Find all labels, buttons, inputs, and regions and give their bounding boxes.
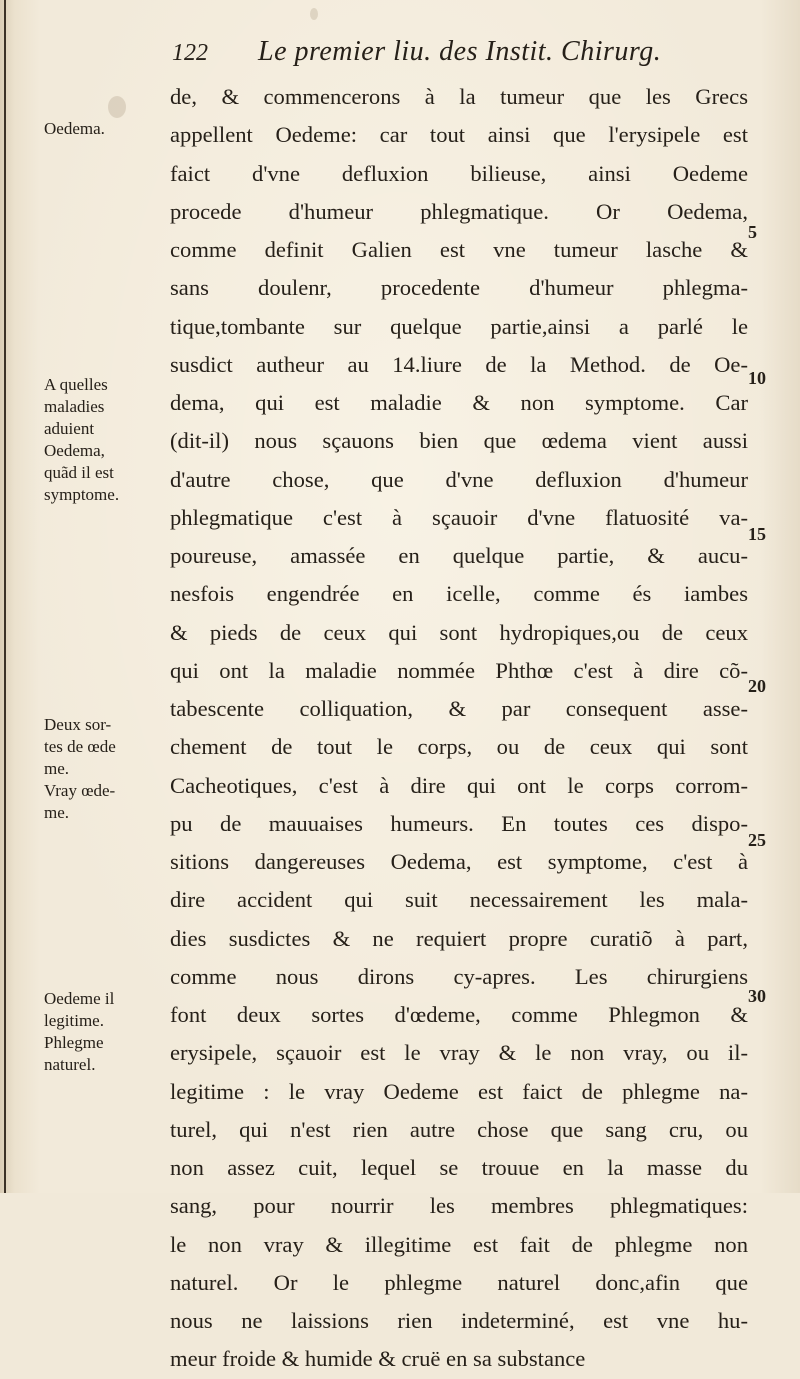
line-number: 10 <box>748 368 766 388</box>
margin-note-maladies <box>44 374 170 506</box>
line-number: 30 <box>748 986 766 1006</box>
text-line: pu de mauuaises humeurs. En toutes ces dispo- <box>170 810 748 836</box>
ink-stain <box>310 8 318 20</box>
text-line: erysipele, sçauoir est le vray & le non vray, ou il- <box>170 1040 748 1066</box>
margin-note-line: A quelles <box>44 375 108 394</box>
margin-note-line: quãd il est <box>44 463 114 482</box>
margin-note-line: me. <box>44 759 70 778</box>
text-line: dema, qui est maladie & non symptome. Car <box>170 390 748 415</box>
text-line: font deux sortes d'œdeme, comme Phlegmon & <box>170 1002 748 1027</box>
text-line: tique,tombante sur quelque partie,ainsi a parlé le <box>170 313 748 339</box>
text-line: non assez cuit, lequel se trouue en la masse du <box>170 1155 748 1180</box>
margin-note-line: me. <box>44 803 70 822</box>
text-line: sans doulenr, procedente d'humeur phlegma- <box>170 275 748 301</box>
text-line: faict d'vne defluxion bilieuse, ainsi Oedeme <box>170 160 748 186</box>
text-line: comme nous dirons cy-apres. Les chirurgiens <box>170 963 748 989</box>
margin-note-line: naturel. <box>44 1055 96 1074</box>
running-title: Le premier liu. des Instit. Chirurg. <box>258 36 662 67</box>
line-number: 5 <box>748 222 757 242</box>
text-line: (dit-il) nous sçauons bien que œdema vient aussi <box>170 428 748 454</box>
text-line: de, & commencerons à la tumeur que les Grecs <box>170 84 748 109</box>
text-line: meur froide & humide & cruë en sa substance <box>170 1346 586 1372</box>
margin-note-line: Oedema, <box>44 441 105 460</box>
line-number: 15 <box>748 524 766 544</box>
margin-note-line: tes de œde <box>44 737 116 756</box>
margin-note-line: legitime. <box>44 1011 104 1030</box>
margin-note-illegitime <box>44 988 170 1076</box>
margin-note-line: Phlegme <box>44 1033 104 1052</box>
body-text <box>170 78 748 1379</box>
page-edge-rule <box>4 0 6 1193</box>
text-line: turel, qui n'est rien autre chose que sang cru, ou <box>170 1116 748 1142</box>
margin-note-line: symptome. <box>44 485 120 504</box>
text-line: dies susdictes & ne requiert propre curatiõ à part, <box>170 925 748 951</box>
line-number: 20 <box>748 676 766 696</box>
text-line: legitime : le vray Oedeme est faict de phlegme na- <box>170 1078 748 1104</box>
text-line: dire accident qui suit necessairement les mala- <box>170 887 748 913</box>
text-line: le non vray & illegitime est fait de phlegme non <box>170 1231 748 1257</box>
text-line: d'autre chose, que d'vne defluxion d'humeur <box>170 466 748 492</box>
margin-note-line: maladies <box>44 397 105 416</box>
text-line: tabescente colliquation, & par consequent asse- <box>170 696 748 721</box>
text-line: naturel. Or le phlegme naturel donc,afin que <box>170 1269 748 1295</box>
margin-note-line: Vray œde- <box>44 781 116 800</box>
text-line: & pieds de ceux qui sont hydropiques,ou de ceux <box>170 619 748 645</box>
margin-note-line: Oedeme il <box>44 989 115 1008</box>
margin-note-line: Deux sor- <box>44 715 112 734</box>
text-line: qui ont la maladie nommée Phthœ c'est à dire cõ- <box>170 657 748 683</box>
text-line: Cacheotiques, c'est à dire qui ont le corps corrom- <box>170 772 748 798</box>
text-line: chement de tout le corps, ou de ceux qui sont <box>170 734 748 760</box>
margin-note-oedema <box>44 118 170 140</box>
text-line: poureuse, amassée en quelque partie, & aucu- <box>170 543 748 568</box>
margin-note-line: aduient <box>44 419 95 438</box>
text-line: comme definit Galien est vne tumeur lasche & <box>170 237 748 262</box>
margin-note-deux-sortes <box>44 714 170 824</box>
text-line: susdict autheur au 14.liure de la Method. de Oe- <box>170 351 748 377</box>
text-line: sitions dangereuses Oedema, est symptome, c'est à <box>170 849 748 874</box>
text-line: phlegmatique c'est à sçauoir d'vne flatuosité va- <box>170 504 748 530</box>
text-line: nesfois engendrée en icelle, comme és iambes <box>170 581 748 607</box>
text-line: appellent Oedeme: car tout ainsi que l'erysipele est <box>170 122 748 148</box>
text-line: nous ne laissions rien indeterminé, est vne hu- <box>170 1308 748 1333</box>
text-line: sang, pour nourrir les membres phlegmatiques: <box>170 1193 748 1219</box>
ink-stain <box>108 96 126 118</box>
line-number: 25 <box>748 830 766 850</box>
page-header <box>172 36 772 76</box>
text-line: procede d'humeur phlegmatique. Or Oedema, <box>170 198 748 224</box>
margin-note-line: Oedema. <box>44 119 105 138</box>
page-number: 122 <box>172 40 208 66</box>
